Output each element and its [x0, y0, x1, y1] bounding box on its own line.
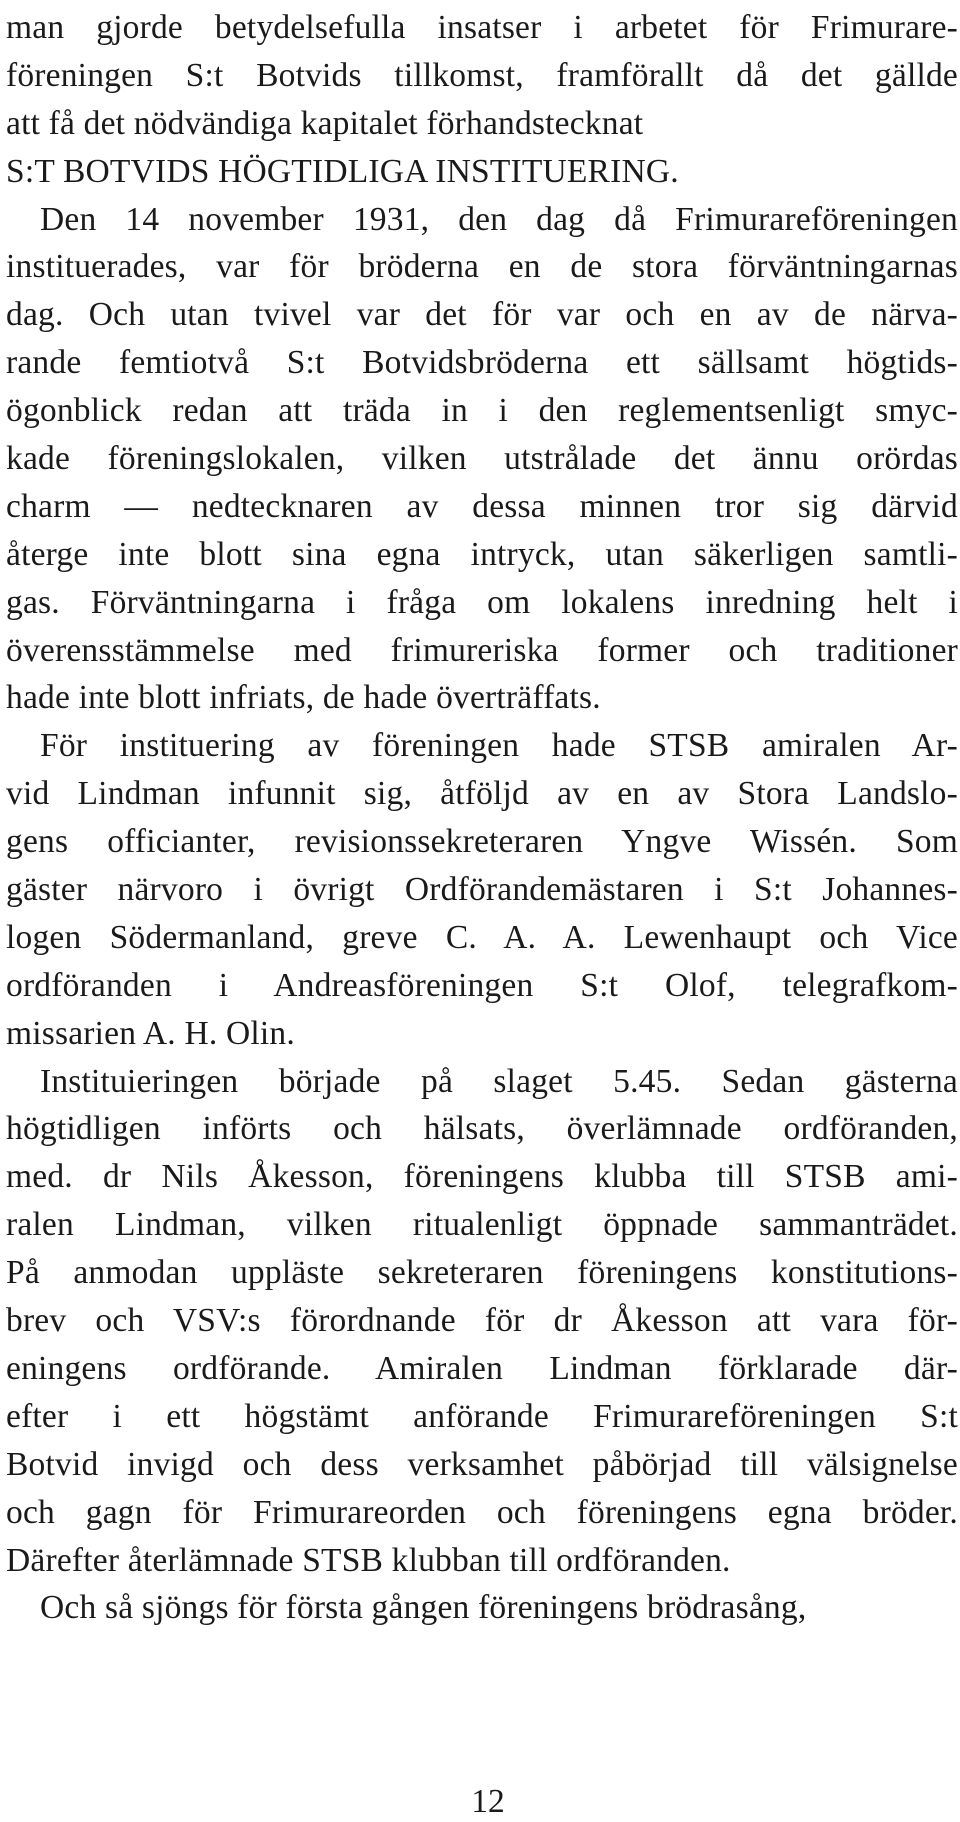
- text-line: Och så sjöngs för första gången föreningens brödrasång,: [40, 1589, 807, 1627]
- text-line: ordföranden i Andreasföreningen S:t Olof, telegrafkom-: [6, 966, 958, 1004]
- body-text: [6, 4, 958, 1632]
- text-line: ralen Lindman, vilken ritualenligt öppnade sammanträdet.: [6, 1206, 958, 1244]
- text-line: Botvid invigd och dess verksamhet påbörjad till välsignelse: [6, 1445, 958, 1483]
- section-heading: S:T BOTVIDS HÖGTIDLIGA INSTITUERING.: [6, 152, 679, 190]
- text-line: med. dr Nils Åkesson, föreningens klubba till STSB ami-: [6, 1158, 958, 1196]
- text-line: rande femtiotvå S:t Botvidsbröderna ett sällsamt högtids-: [6, 344, 958, 382]
- page-number: 12: [471, 1783, 505, 1820]
- text-line: Instituieringen började på slaget 5.45. Sedan gästerna: [40, 1062, 958, 1100]
- text-line: man gjorde betydelsefulla insatser i arbetet för Frimurare-: [6, 9, 958, 46]
- text-line: högtidligen införts och hälsats, överlämnade ordföranden,: [6, 1110, 958, 1148]
- text-line: efter i ett högstämt anförande Frimurareföreningen S:t: [6, 1397, 958, 1435]
- text-line: överensstämmelse med frimureriska former och traditioner: [6, 631, 958, 669]
- text-line: ögonblick redan att träda in i den reglementsenligt smyc-: [6, 392, 958, 430]
- text-line: instituerades, var för bröderna en de stora förväntningarnas: [6, 248, 958, 286]
- text-line: charm — nedtecknaren av dessa minnen tror sig därvid: [6, 487, 958, 525]
- text-line: gäster närvoro i övrigt Ordförandemästaren i S:t Johannes-: [6, 871, 958, 909]
- text-line: Därefter återlämnade STSB klubban till ordföranden.: [6, 1541, 731, 1579]
- text-line: kade föreningslokalen, vilken utstrålade det ännu orördas: [6, 440, 958, 478]
- text-line: missarien A. H. Olin.: [6, 1014, 295, 1052]
- text-line: gens officianter, revisionssekreteraren Yngve Wissén. Som: [6, 823, 958, 861]
- text-line: Den 14 november 1931, den dag då Frimurareföreningen: [40, 200, 958, 238]
- text-line: gas. Förväntningarna i fråga om lokalens inredning helt i: [6, 583, 958, 621]
- text-line: att få det nödvändiga kapitalet förhandstecknat: [6, 104, 644, 142]
- text-line: eningens ordförande. Amiralen Lindman förklarade där-: [6, 1349, 958, 1387]
- text-line: dag. Och utan tvivel var det för var och en av de närva-: [6, 296, 958, 334]
- text-line: vid Lindman infunnit sig, åtföljd av en av Stora Landslo-: [6, 775, 958, 813]
- text-line: På anmodan uppläste sekreteraren föreningens konstitutions-: [6, 1254, 958, 1292]
- text-line: återge inte blott sina egna intryck, utan säkerligen samtli-: [6, 535, 958, 573]
- text-line: och gagn för Frimurareorden och föreningens egna bröder.: [6, 1493, 958, 1531]
- text-line: hade inte blott infriats, de hade överträffats.: [6, 679, 601, 717]
- text-line: föreningen S:t Botvids tillkomst, framförallt då det gällde: [6, 56, 958, 94]
- text-line: För instituering av föreningen hade STSB amiralen Ar-: [40, 727, 958, 765]
- text-line: logen Södermanland, greve C. A. A. Lewenhaupt och Vice: [6, 918, 958, 956]
- text-line: brev och VSV:s förordnande för dr Åkesson att vara för-: [6, 1302, 958, 1340]
